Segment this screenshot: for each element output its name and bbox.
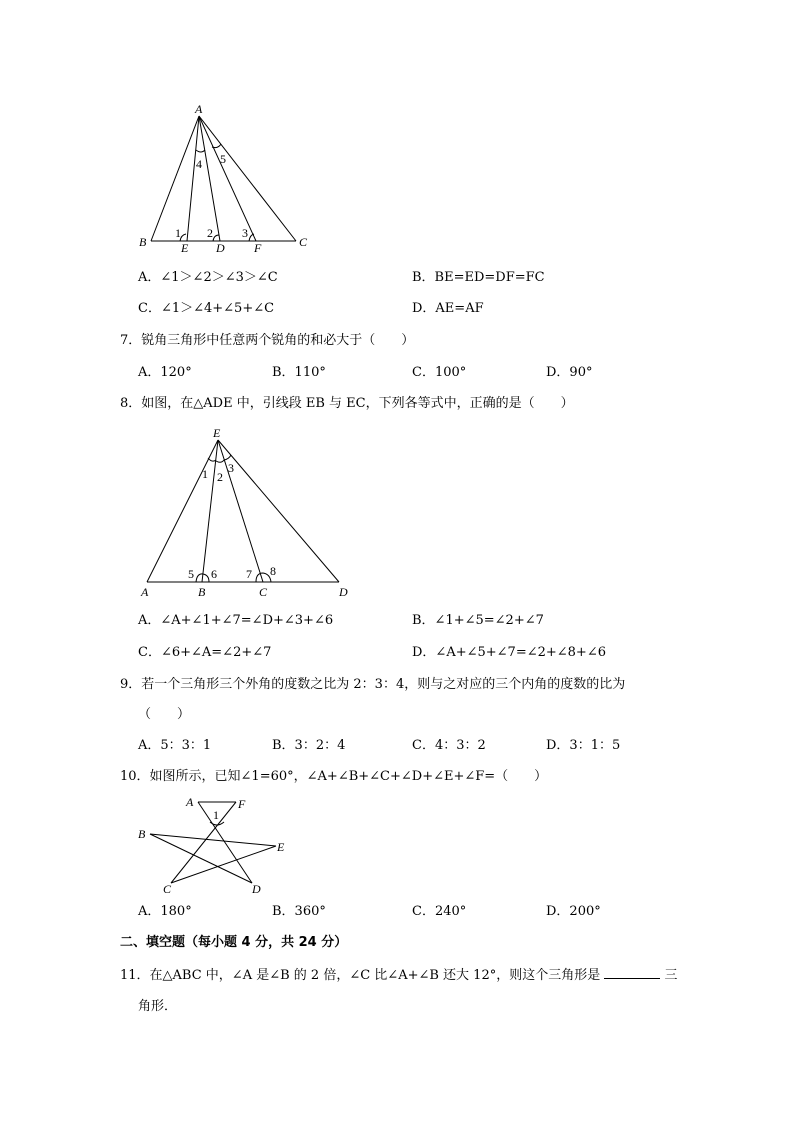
q8-option-c: C．∠6+∠A=∠2+∠7 <box>138 645 272 660</box>
q10-option-d: D．200° <box>546 904 601 919</box>
q9-option-b: B．3：2：4 <box>272 738 346 753</box>
fig8-angle-8: 8 <box>270 564 276 578</box>
fig6-label-c: C <box>299 235 308 249</box>
q9-stem: 9．若一个三角形三个外角的度数之比为 2：3：4，则与之对应的三个内角的度数的比为 <box>120 677 626 692</box>
fig6-label-b: B <box>139 235 147 249</box>
fig10-line-be <box>150 834 276 846</box>
fig8-angle-2: 2 <box>217 470 223 484</box>
fig10-label-c: C <box>163 882 172 896</box>
fig6-angle-5: 5 <box>220 152 226 166</box>
fig6-angle-1: 1 <box>175 226 181 240</box>
fig6-angle-2: 2 <box>207 226 213 240</box>
fig8-angle-6: 6 <box>211 567 217 581</box>
fig10-label-b: B <box>138 827 146 841</box>
q11-stem-part2: 三 <box>664 968 678 983</box>
q11-answer-blank[interactable] <box>604 966 660 979</box>
q9-stem-blank: （ ） <box>138 707 191 722</box>
fig8-label-c: C <box>259 585 268 599</box>
fig6-angle-4: 4 <box>196 157 202 171</box>
q6-option-d: D．AE=AF <box>412 301 484 316</box>
fig8-label-a: A <box>141 585 149 599</box>
fig10-label-e: E <box>277 840 285 854</box>
fig10-label-d: D <box>252 882 261 896</box>
q7-option-b: B．110° <box>272 365 326 380</box>
q8-option-d: D．∠A+∠5+∠7=∠2+∠8+∠6 <box>412 645 606 660</box>
fig6-angle-3: 3 <box>242 226 248 240</box>
fig6-label-f: F <box>254 241 262 255</box>
q11-stem-part1: 11．在△ABC 中，∠A 是∠B 的 2 倍，∠C 比∠A+∠B 还大 12°，则这个三角形是 <box>120 968 601 983</box>
fig6-label-e: E <box>181 241 189 255</box>
fig8-angle-1: 1 <box>202 467 208 481</box>
fig10-angle-1: 1 <box>213 808 219 822</box>
fig6-label-a: A <box>195 102 203 116</box>
q8-stem: 8．如图，在△ADE 中，引线段 EB 与 EC，下列各等式中，正确的是（ ） <box>120 396 574 411</box>
fig10-label-a: A <box>186 795 194 809</box>
q7-option-a: A．120° <box>138 365 192 380</box>
fig6-label-d: D <box>216 241 225 255</box>
fig8-angle-5: 5 <box>188 567 194 581</box>
fig8-label-e: E <box>213 426 221 440</box>
q7-stem: 7．锐角三角形中任意两个锐角的和必大于（ ） <box>120 333 415 348</box>
q6-option-c: C．∠1＞∠4+∠5+∠C <box>138 301 275 316</box>
q8-option-a: A．∠A+∠1+∠7=∠D+∠3+∠6 <box>138 613 334 628</box>
q9-option-a: A．5：3：1 <box>138 738 212 753</box>
q10-stem: 10．如图所示，已知∠1=60°，∠A+∠B+∠C+∠D+∠E+∠F=（ ） <box>120 769 548 784</box>
q9-option-c: C．4：3：2 <box>412 738 486 753</box>
q10-option-b: B．360° <box>272 904 326 919</box>
fig8-label-d: D <box>339 585 348 599</box>
q6-option-a: A．∠1＞∠2＞∠3＞∠C <box>138 270 278 285</box>
q8-option-b: B．∠1+∠5=∠2+∠7 <box>412 613 544 628</box>
q11-stem-line2: 角形． <box>138 999 178 1014</box>
fig10-line-bd <box>150 834 252 883</box>
fig8-label-b: B <box>198 585 206 599</box>
section-fill-in-title: 二、填空题（每小题 4 分，共 24 分） <box>120 935 348 950</box>
q7-option-c: C．100° <box>412 365 467 380</box>
fig8-angle-7: 7 <box>246 567 252 581</box>
q11-stem <box>120 966 678 985</box>
fig10-label-f: F <box>238 797 246 811</box>
q10-option-a: A．180° <box>138 904 192 919</box>
fig8-angle-3: 3 <box>228 461 234 475</box>
q10-option-c: C．240° <box>412 904 467 919</box>
q6-option-b: B．BE=ED=DF=FC <box>412 270 545 285</box>
q9-option-d: D．3：1：5 <box>546 738 621 753</box>
q7-option-d: D．90° <box>546 365 593 380</box>
